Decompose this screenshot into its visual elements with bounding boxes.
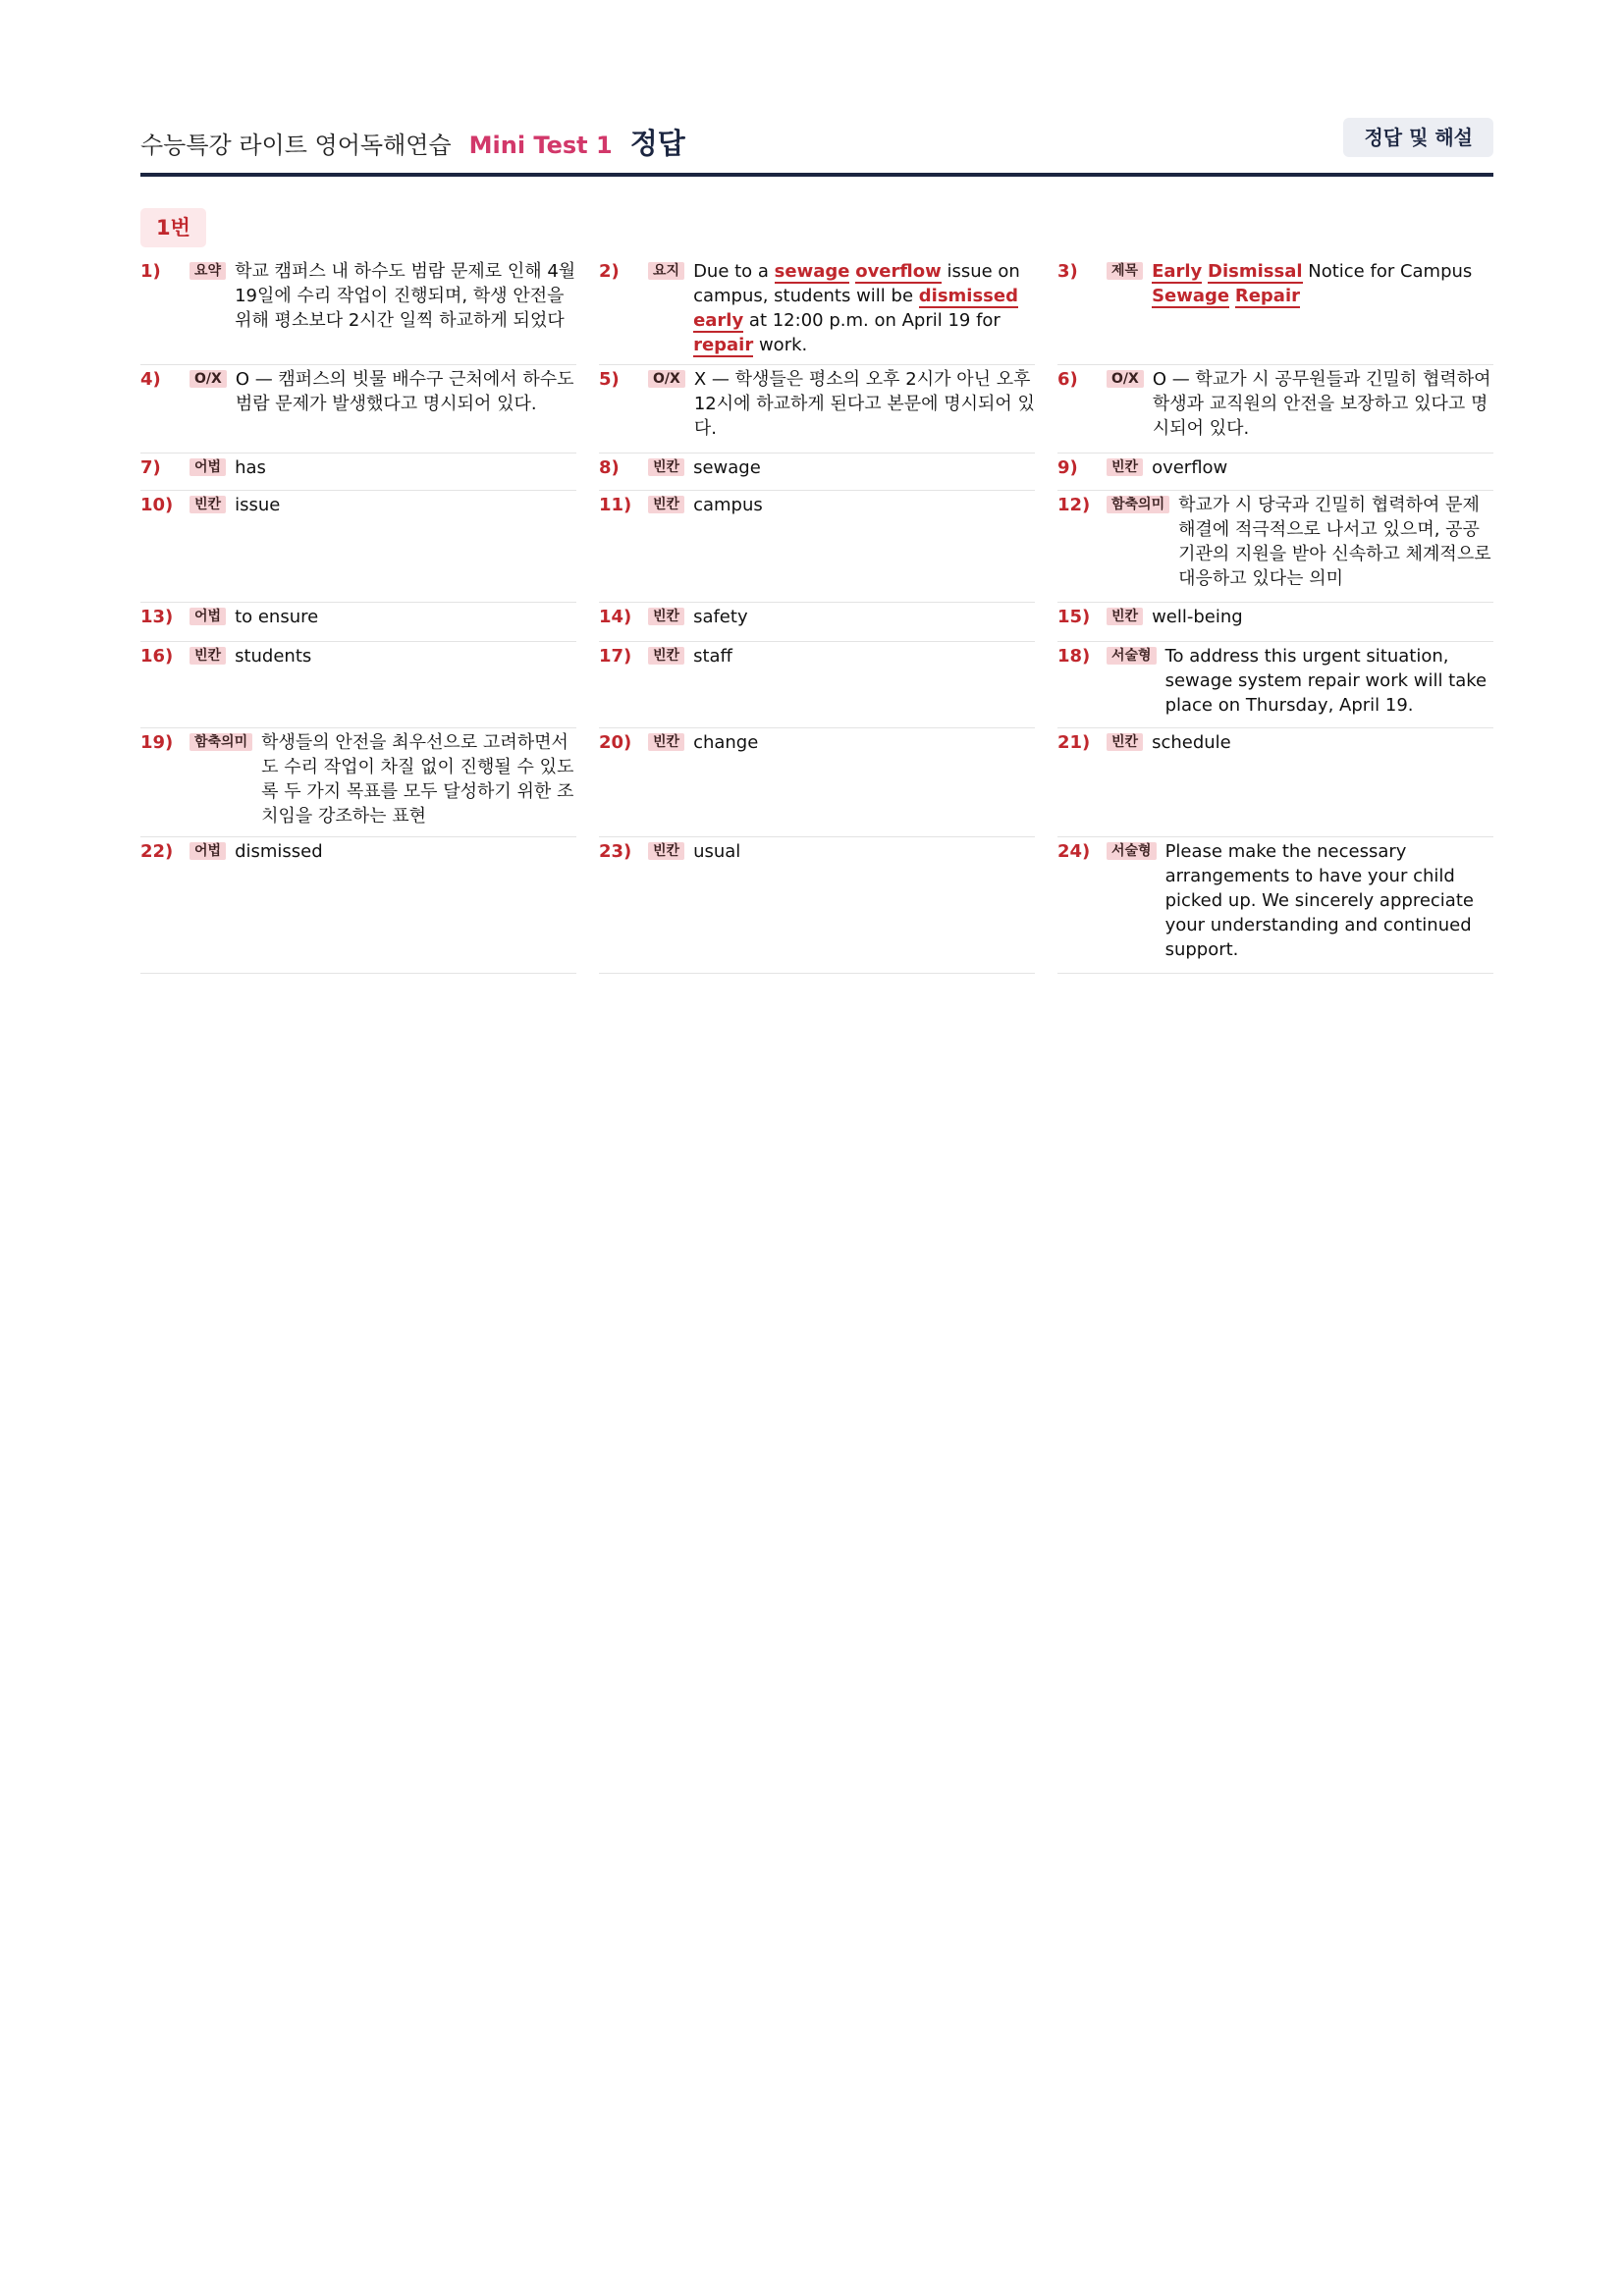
answer-text: 학교가 시 당국과 긴밀히 협력하여 문제 해결에 적극적으로 나서고 있으며, 공공기관의 지원을 받아 신속하고 체계적으로 대응하고 있다는 의미: [1178, 495, 1491, 589]
answer-number: 24): [1057, 841, 1091, 862]
answer-number: 7): [140, 457, 161, 478]
answer-type-tag: 빈칸: [1107, 733, 1143, 751]
answer-number: 1): [140, 261, 161, 282]
answer-type-tag: 어법: [189, 608, 226, 625]
answer-item: [1057, 257, 1493, 365]
answer-text-segment: [1229, 286, 1235, 306]
answer-number: 22): [140, 841, 174, 862]
answer-number: 18): [1057, 646, 1091, 667]
answer-number: 20): [599, 732, 632, 753]
answer-type-tag: 빈칸: [648, 458, 684, 476]
answer-type-tag: 빈칸: [189, 496, 226, 513]
highlighted-keyword: repair: [693, 335, 754, 355]
answer-item: [1057, 454, 1493, 491]
answer-item: [599, 603, 1035, 642]
answer-type-tag: 빈칸: [1107, 608, 1143, 625]
answer-number: 12): [1057, 495, 1091, 515]
answer-text: O — 캠퍼스의 빗물 배수구 근처에서 하수도 범람 문제가 발생했다고 명시되어 있다.: [235, 369, 574, 414]
highlighted-keyword: Sewage: [1152, 286, 1230, 306]
answer-text: dismissed: [235, 841, 323, 862]
answer-type-tag: 요약: [189, 262, 226, 280]
answer-number: 8): [599, 457, 620, 478]
highlighted-keyword: dismissed: [918, 286, 1018, 306]
answer-item: [599, 454, 1035, 491]
answer-item: [140, 728, 576, 837]
answer-grid: [140, 257, 1493, 974]
answer-type-tag: 어법: [189, 842, 226, 860]
answer-type-tag: 빈칸: [648, 496, 684, 513]
answer-type-tag: 빈칸: [648, 733, 684, 751]
answer-type-tag: 함축의미: [1107, 496, 1169, 513]
highlighted-keyword: sewage: [774, 261, 850, 282]
answer-number: 23): [599, 841, 632, 862]
answer-type-tag: 함축의미: [189, 733, 252, 751]
answer-number: 11): [599, 495, 632, 515]
answer-text: [1152, 259, 1493, 308]
header-title: [140, 122, 685, 162]
answer-type-tag: 서술형: [1107, 647, 1157, 665]
answer-type-tag: 빈칸: [189, 647, 226, 665]
answer-text: O — 학교가 시 공무원들과 긴밀히 협력하여 학생과 교직원의 안전을 보장하고 있다고 명시되어 있다.: [1152, 369, 1491, 439]
answer-number: 17): [599, 646, 632, 667]
answer-number: 6): [1057, 369, 1078, 390]
answer-text: safety: [693, 607, 748, 627]
answer-text: well-being: [1152, 607, 1243, 627]
answer-item: [599, 491, 1035, 603]
highlighted-keyword: Early: [1152, 261, 1203, 282]
answer-type-tag: 제목: [1107, 262, 1143, 280]
answer-text: staff: [693, 646, 732, 667]
answer-item: [140, 603, 576, 642]
section-label: 1번: [140, 208, 206, 247]
answer-text: change: [693, 732, 759, 753]
page-header: [140, 118, 1493, 177]
answer-text: [693, 259, 1035, 357]
answer-text: students: [235, 646, 312, 667]
answer-number: 4): [140, 369, 161, 390]
answer-number: 2): [599, 261, 620, 282]
answer-type-tag: 요지: [648, 262, 684, 280]
book-title: 수능특강 라이트 영어독해연습: [140, 132, 452, 159]
answer-number: 16): [140, 646, 174, 667]
answer-text: usual: [693, 841, 741, 862]
answer-text-segment: issue on campus, students will be: [693, 261, 1020, 306]
answer-item: [599, 728, 1035, 837]
answer-text: To address this urgent situation, sewage system repair work will take place on Thursday, April 19.: [1164, 646, 1488, 716]
answer-item: [1057, 491, 1493, 603]
answer-item: [1057, 603, 1493, 642]
answer-item: [1057, 837, 1493, 974]
answer-number: 19): [140, 732, 174, 753]
answer-item: [140, 454, 576, 491]
answer-type-tag: 서술형: [1107, 842, 1157, 860]
highlighted-keyword: overflow: [855, 261, 942, 282]
answer-label: 정답: [629, 127, 685, 160]
answer-text: X — 학생들은 평소의 오후 2시가 아닌 오후 12시에 하교하게 된다고 본문에 명시되어 있다.: [693, 369, 1035, 439]
answer-number: 15): [1057, 607, 1091, 627]
answer-text: schedule: [1152, 732, 1231, 753]
answer-text: Please make the necessary arrangements to have your child picked up. We sincerely appreciate your understanding and continued support.: [1164, 841, 1474, 960]
answer-text-segment: Notice for Campus: [1302, 261, 1473, 282]
answer-type-tag: 빈칸: [1107, 458, 1143, 476]
highlighted-keyword: early: [693, 310, 744, 331]
answer-item: [599, 365, 1035, 454]
answer-type-tag: O/X: [648, 370, 685, 388]
answer-text: issue: [235, 495, 281, 515]
answer-type-tag: 빈칸: [648, 842, 684, 860]
answer-text: campus: [693, 495, 763, 515]
answer-number: 14): [599, 607, 632, 627]
answer-text-segment: work.: [753, 335, 808, 355]
answer-item: [599, 837, 1035, 974]
answer-item: [599, 257, 1035, 365]
highlighted-keyword: Dismissal: [1208, 261, 1303, 282]
answer-number: 9): [1057, 457, 1078, 478]
answer-number: 13): [140, 607, 174, 627]
answer-number: 3): [1057, 261, 1078, 282]
answer-item: [1057, 365, 1493, 454]
answer-text: 학교 캠퍼스 내 하수도 범람 문제로 인해 4월 19일에 수리 작업이 진행되며, 학생 안전을 위해 평소보다 2시간 일찍 하교하게 되었다: [235, 261, 576, 331]
answer-type-tag: 빈칸: [648, 608, 684, 625]
answer-type-tag: 어법: [189, 458, 226, 476]
answer-number: 5): [599, 369, 620, 390]
highlighted-keyword: Repair: [1234, 286, 1300, 306]
answer-number: 10): [140, 495, 174, 515]
answer-text: has: [235, 457, 266, 478]
answer-item: [599, 642, 1035, 728]
answer-text: overflow: [1152, 457, 1228, 478]
answer-item: [140, 257, 576, 365]
answer-item: [140, 365, 576, 454]
test-name: Mini Test 1: [468, 132, 613, 159]
answer-type-tag: O/X: [189, 370, 227, 388]
answer-item: [1057, 728, 1493, 837]
answer-text: sewage: [693, 457, 761, 478]
answer-text: 학생들의 안전을 최우선으로 고려하면서도 수리 작업이 차질 없이 진행될 수 있도록 두 가지 목표를 모두 달성하기 위한 조치임을 강조하는 표현: [261, 732, 574, 827]
answer-type-tag: O/X: [1107, 370, 1144, 388]
answer-item: [140, 837, 576, 974]
answer-text: to ensure: [235, 607, 319, 627]
answer-type-tag: 빈칸: [648, 647, 684, 665]
answer-text-segment: Due to a: [693, 261, 775, 282]
answer-item: [140, 491, 576, 603]
answer-text-segment: at 12:00 p.m. on April 19 for: [743, 310, 1001, 331]
answer-number: 21): [1057, 732, 1091, 753]
answer-item: [140, 642, 576, 728]
answer-item: [1057, 642, 1493, 728]
answer-explanation-badge: 정답 및 해설: [1343, 118, 1493, 157]
